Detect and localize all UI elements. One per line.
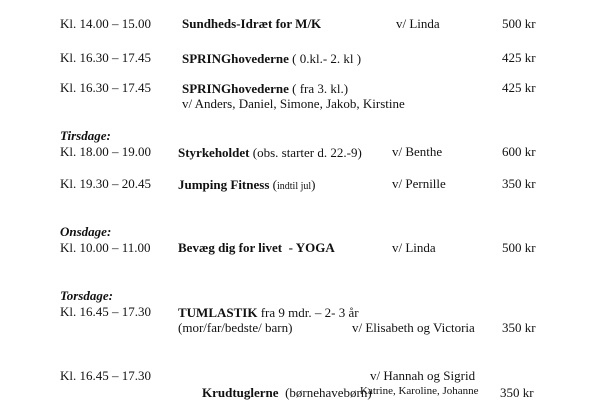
class-title: SPRINGhovederne bbox=[182, 51, 289, 66]
class-title-line bbox=[178, 177, 316, 193]
class-note: ( fra 3. kl.) bbox=[288, 81, 349, 96]
class-title: Krudtuglerne bbox=[202, 385, 279, 400]
class-note-small: indtil jul bbox=[276, 181, 312, 192]
price: 500 kr bbox=[502, 16, 536, 31]
price: 350 kr bbox=[500, 385, 534, 400]
price: 600 kr bbox=[502, 144, 536, 159]
class-note-end: ) bbox=[311, 177, 316, 192]
class-title-line bbox=[182, 81, 348, 97]
participants: (mor/far/bedste/ barn) bbox=[178, 320, 293, 335]
price: 500 kr bbox=[502, 240, 536, 255]
class-title-line bbox=[178, 305, 359, 321]
time-range: Kl. 18.00 – 19.00 bbox=[60, 144, 151, 159]
class-title: Jumping Fitness bbox=[178, 177, 270, 192]
class-title-line bbox=[178, 369, 372, 417]
class-title-line bbox=[178, 145, 362, 161]
class-title-line bbox=[182, 51, 361, 67]
price: 425 kr bbox=[502, 80, 536, 95]
day-heading-wednesday: Onsdage: bbox=[60, 224, 112, 239]
assistant-names: Katrine, Karoline, Johanne bbox=[360, 385, 479, 397]
class-title: TUMLASTIK bbox=[178, 305, 258, 320]
price: 350 kr bbox=[502, 320, 536, 335]
class-title: Styrkeholdet bbox=[178, 145, 250, 160]
class-note: (børnehavebørn) bbox=[278, 385, 372, 400]
class-title: Bevæg dig for livet - YOGA bbox=[178, 240, 335, 255]
instructor: v/ Linda bbox=[396, 16, 440, 31]
class-note: ( bbox=[269, 177, 277, 192]
instructor: v/ Elisabeth og Victoria bbox=[352, 320, 475, 335]
time-range: Kl. 16.30 – 17.45 bbox=[60, 50, 151, 65]
instructor: v/ Benthe bbox=[392, 144, 443, 159]
time-range: Kl. 19.30 – 20.45 bbox=[60, 176, 151, 191]
day-heading-thursday: Torsdage: bbox=[60, 288, 113, 303]
time-range: Kl. 10.00 – 11.00 bbox=[60, 240, 151, 255]
class-note: ( 0.kl.- 2. kl ) bbox=[288, 51, 362, 66]
class-title: SPRINGhovederne bbox=[182, 81, 289, 96]
time-range: Kl. 14.00 – 15.00 bbox=[60, 16, 151, 31]
day-heading-tuesday: Tirsdage: bbox=[60, 128, 111, 143]
instructor-list: v/ Anders, Daniel, Simone, Jakob, Kirstine bbox=[182, 96, 405, 111]
class-note: (obs. starter d. 22.-9) bbox=[249, 145, 362, 160]
time-range: Kl. 16.45 – 17.30 bbox=[60, 304, 151, 319]
price: 350 kr bbox=[502, 176, 536, 191]
class-title: Sundheds-Idræt for M/K bbox=[182, 16, 322, 31]
class-note: fra 9 mdr. – 2- 3 år bbox=[257, 305, 359, 320]
time-range: Kl. 16.30 – 17.45 bbox=[60, 80, 151, 95]
instructor: v/ Hannah og Sigrid bbox=[370, 368, 476, 383]
instructor: v/ Linda bbox=[392, 240, 436, 255]
time-range: Kl. 16.45 – 17.30 bbox=[60, 368, 151, 383]
instructor: v/ Pernille bbox=[392, 176, 446, 191]
price: 425 kr bbox=[502, 50, 536, 65]
